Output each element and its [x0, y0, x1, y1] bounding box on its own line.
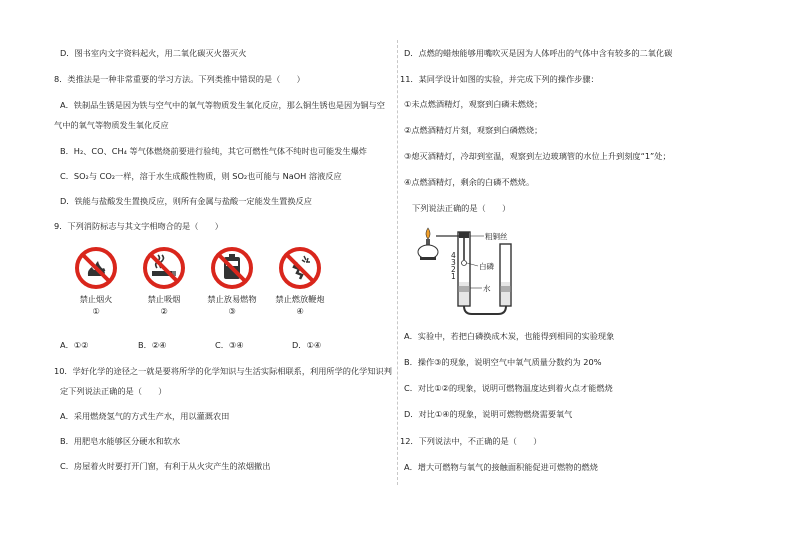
sign-number: ④ — [296, 306, 304, 316]
scale-tick-4: 4 — [451, 251, 456, 260]
sign-caption: 禁止放易燃物 — [207, 294, 257, 304]
q11-step-4: ④点燃酒精灯，剩余的白磷不燃烧。 — [404, 177, 535, 187]
alcohol-lamp-icon — [418, 228, 438, 260]
q10-stem-line2: 定下列说法正确的是（ ） — [60, 386, 167, 396]
q8-option-a-line1: A．铁制品生锈是因为铁与空气中的氧气等物质发生氧化反应，那么铜生锈也是因为铜与空 — [60, 100, 385, 110]
sign-number: ② — [160, 306, 168, 316]
q12-option-a: A．增大可燃物与氧气的接触面积能促进可燃物的燃烧 — [404, 462, 598, 472]
q12-stem: 12．下列说法中，不正确的是（ ） — [400, 436, 542, 446]
q10-stem-line1: 10．学好化学的途径之一就是要将所学的化学知识与生活实际相联系，利用所学的化学知识判 — [54, 366, 392, 376]
q11-option-d: D．对比①④的现象，说明可燃物燃烧需要氧气 — [404, 409, 573, 419]
label-water: 水 — [483, 284, 491, 293]
q9-option-c: C．③④ — [215, 340, 244, 350]
q8-option-c: C．SO₂与 CO₂一样，溶于水生成酸性物质，则 SO₂也可能与 NaOH 溶液反应 — [60, 171, 342, 181]
sign-no-fire — [66, 246, 126, 316]
q11-step-1: ①未点燃酒精灯，观察到白磷未燃烧； — [404, 99, 543, 109]
q7-option-d: D．图书室内文字资料起火，用二氧化碳灭火器灭火 — [60, 48, 247, 58]
no-fire-icon — [74, 246, 118, 290]
label-white-phosphorus: 白磷 — [479, 262, 494, 271]
q10-option-b: B．用肥皂水能够区分硬水和软水 — [60, 436, 181, 446]
sign-no-fireworks — [270, 246, 330, 316]
column-divider — [397, 40, 398, 485]
sign-no-smoking — [134, 246, 194, 316]
q11-stem: 11．某同学设计如图的实验，并完成下列的操作步骤： — [400, 74, 599, 84]
q11-option-a: A．实验中，若把白磷换成木炭，也能得到相同的实验现象 — [404, 331, 615, 341]
q10-option-d: D．点燃的蜡烛能够用嘴吹灭是因为人体呼出的气体中含有较多的二氧化碳 — [404, 48, 673, 58]
sign-caption: 禁止烟火 — [79, 294, 113, 304]
experiment-apparatus — [406, 226, 536, 318]
q9-option-d: D．①④ — [292, 340, 322, 350]
sign-caption: 禁止吸烟 — [147, 294, 181, 304]
q10-option-a: A．采用燃烧氢气的方式生产水，用以灌溉农田 — [60, 411, 230, 421]
q8-option-b: B．H₂、CO、CH₄ 等气体燃烧前要进行验纯，其它可燃性气体不纯时也可能发生爆炸 — [60, 146, 367, 156]
scale-tick-2: 2 — [451, 265, 456, 274]
sign-number: ③ — [228, 306, 236, 316]
no-flammable-materials-icon — [210, 246, 254, 290]
q11-step-3: ③熄灭酒精灯，冷却到室温，观察到左边玻璃管的水位上升到刻度“1”处； — [404, 151, 671, 161]
q10-option-c: C．房屋着火时要打开门窗，有利于从火灾产生的浓烟撤出 — [60, 461, 271, 471]
q9-option-a: A．①② — [60, 340, 89, 350]
scale-tick-3: 3 — [451, 258, 456, 267]
q11-step-2: ②点燃酒精灯片刻，观察到白磷燃烧； — [404, 125, 543, 135]
q11-ask: 下列说法正确的是（ ） — [412, 203, 511, 213]
label-copper-wire: 粗铜丝 — [485, 232, 508, 241]
no-smoking-icon — [142, 246, 186, 290]
sign-caption: 禁止燃放鞭炮 — [275, 294, 325, 304]
sign-no-flammable — [202, 246, 262, 316]
q9-option-b: B．②④ — [138, 340, 167, 350]
q8-stem: 8．类推法是一种非常重要的学习方法。下列类推中错误的是（ ） — [54, 74, 305, 84]
sign-number: ① — [92, 306, 100, 316]
q8-option-a-line2: 气中的氧气等物质发生氧化反应 — [54, 120, 169, 130]
no-fireworks-icon — [278, 246, 322, 290]
q11-option-b: B．操作③的现象，说明空气中氧气质量分数约为 20% — [404, 357, 602, 367]
q11-option-c: C．对比①②的现象，说明可燃物温度达到着火点才能燃烧 — [404, 383, 613, 393]
scale-tick-1: 1 — [451, 272, 456, 281]
q8-option-d: D．铁能与盐酸发生置换反应，则所有金属与盐酸一定能发生置换反应 — [60, 196, 312, 206]
q9-stem: 9．下列消防标志与其文字相吻合的是（ ） — [54, 221, 223, 231]
